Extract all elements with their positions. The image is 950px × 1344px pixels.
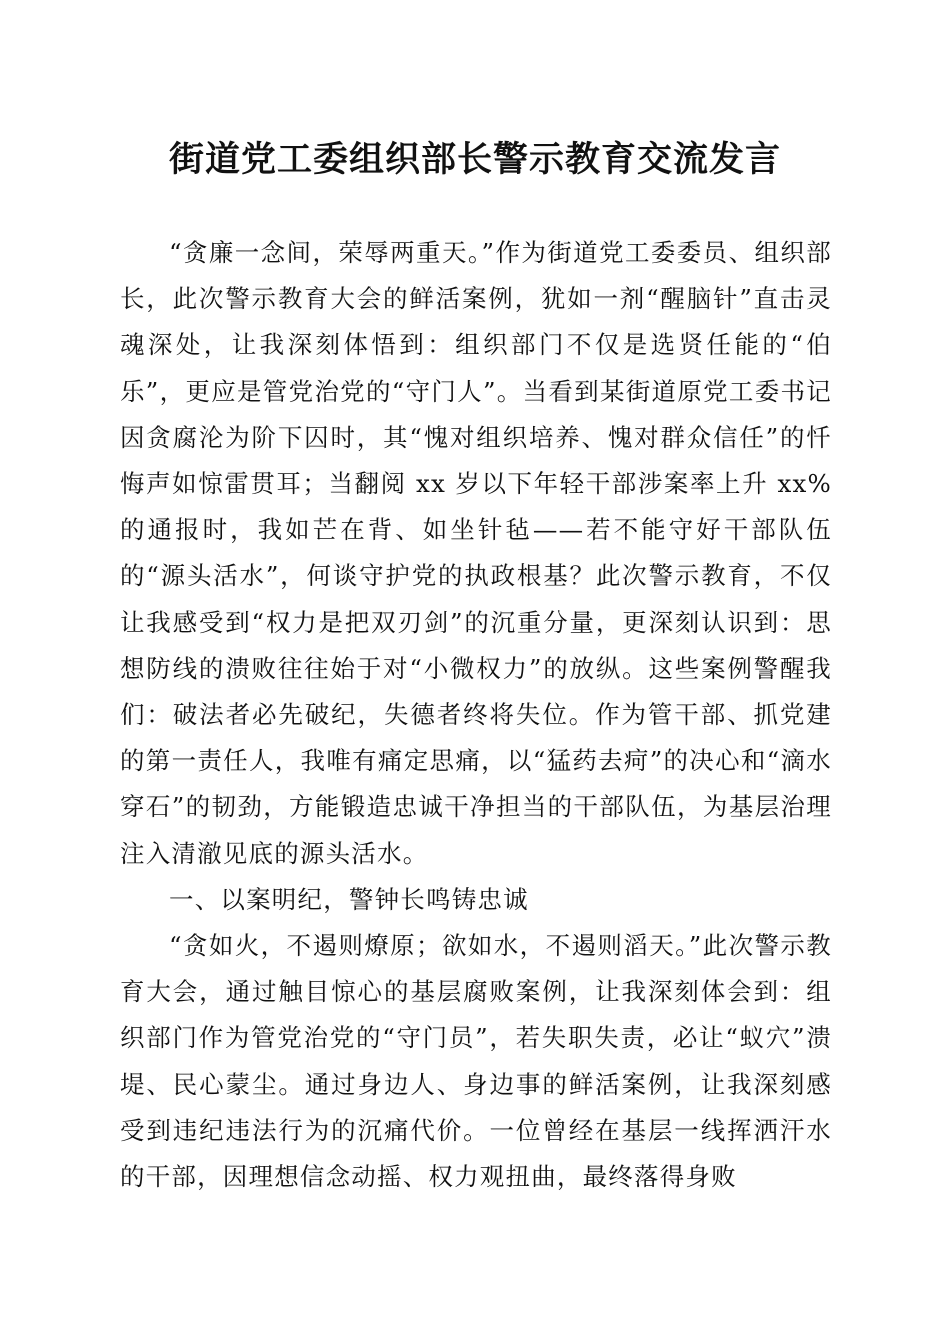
- section-heading: 一、以案明纪，警钟长鸣铸忠诚: [169, 884, 529, 914]
- intro-paragraph: “贪廉一念间，荣辱两重天。”作为街道党工委委员、组织部长，此次警示教育大会的鲜活案例，犹如一剂“醒脑针”直击灵魂深处，让我深刻体悟到：组织部门不仅是选贤任能的“伯乐”，更应是管党治党的“守门人”。当看到某街道原党工委书记因贪腐沦为阶下囚时，其“愧对组织培养、愧对群众信任”的忏悔声如惊雷贯耳；当翻阅 xx 岁以下年轻干部涉案率上升 xx%的通报时，我如芒在背、如坐针毡——若不能守好干部队伍的“源头活水”，何谈守护党的执政根基？此次警示教育，不仅让我感受到“权力是把双刃剑”的沉重分量，更深刻认识到：思想防线的溃败往往始于对“小微权力”的放纵。这些案例警醒我们：破法者必先破纪，失德者终将失位。作为管干部、抓党建的第一责任人，我唯有痛定思痛，以“猛药去疴”的决心和“滴水穿石”的韧劲，方能锻造忠诚干净担当的干部队伍，为基层治理注入清澈见底的源头活水。: [120, 238, 832, 868]
- document-body: [120, 230, 832, 1200]
- document-title: 街道党工委组织部长警示教育交流发言: [168, 139, 781, 180]
- section-paragraph: “贪如火，不遏则燎原；欲如水，不遏则滔天。”此次警示教育大会，通过触目惊心的基层腐败案例，让我深刻体会到：组织部门作为管党治党的“守门员”，若失职失责，必让“蚁穴”溃堤、民心蒙尘。通过身边人、身边事的鲜活案例，让我深刻感受到违纪违法行为的沉痛代价。一位曾经在基层一线挥洒汗水的干部，因理想信念动摇、权力观扭曲，最终落得身败: [120, 931, 832, 1192]
